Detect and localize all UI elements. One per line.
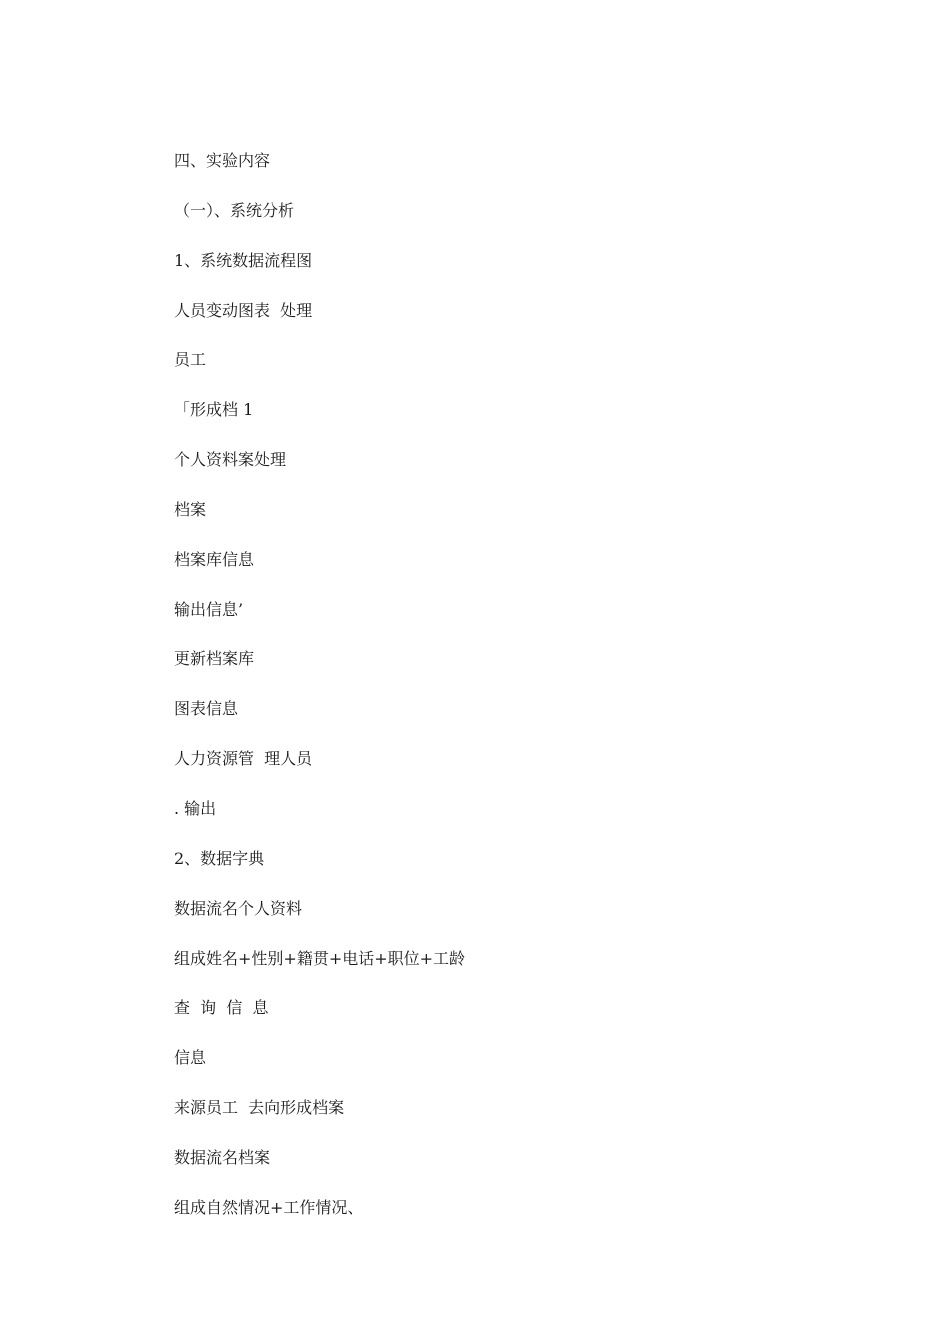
text-line: 人员变动图表 处理 [174, 300, 313, 320]
item-heading: 1、系统数据流程图 [174, 250, 313, 270]
text-line: 更新档案库 [174, 649, 255, 669]
text-line: 员工 [174, 350, 207, 370]
text-line: 来源员工 去向形成档案 [174, 1098, 345, 1118]
text-line: 数据流名档案 [174, 1147, 271, 1167]
text-line: 个人资料案处理 [174, 450, 287, 470]
document-body [174, 148, 874, 1245]
text-line: 图表信息 [174, 699, 239, 719]
text-line: 查 询 信 息 [174, 998, 269, 1018]
text-line: . 输出 [174, 798, 217, 818]
text-line: 档案 [174, 499, 207, 519]
text-line: 输出信息’ [174, 599, 244, 619]
section-heading: 四、实验内容 [174, 151, 271, 170]
subsection-heading: （一）、系统分析 [174, 200, 295, 220]
text-line: 人力资源管 理人员 [174, 749, 313, 769]
text-line: 组成自然情况+工作情况、 [174, 1197, 364, 1217]
text-line: 「形成档 1 [174, 400, 254, 420]
item-heading: 2、数据字典 [174, 848, 265, 868]
text-line: 数据流名个人资料 [174, 898, 303, 918]
text-line: 信息 [174, 1048, 207, 1068]
text-line: 组成姓名+性别+籍贯+电话+职位+工龄 [174, 948, 466, 968]
text-line: 档案库信息 [174, 549, 255, 569]
